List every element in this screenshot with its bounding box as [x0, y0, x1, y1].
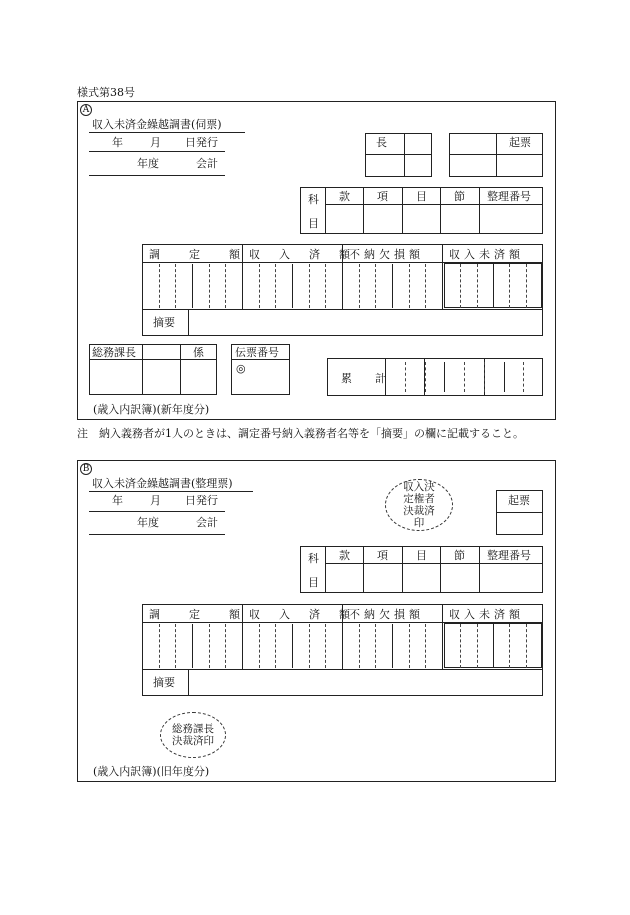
digit-guide-line	[359, 624, 360, 668]
form-number: 様式第38号	[77, 86, 135, 99]
digit-guide-line	[192, 264, 193, 308]
digit-guide-line	[409, 624, 410, 668]
date-month-label-b: 月	[150, 494, 161, 507]
digit-guide-line	[259, 264, 260, 308]
ruikei-label: 累 計	[341, 372, 392, 385]
digit-guide-line	[523, 362, 524, 392]
digit-guide-line	[159, 624, 160, 668]
moku-label-b: 目	[416, 549, 427, 562]
decision-stamp	[385, 479, 453, 531]
digit-guide-line	[225, 624, 226, 668]
setsu-label: 節	[454, 190, 465, 203]
somu-kacho-label: 総務課長	[92, 346, 136, 359]
digit-guide-line	[409, 264, 410, 308]
kan-label-b: 款	[339, 549, 350, 562]
chotei-gaku-label: 調 定 額	[149, 248, 249, 261]
digit-guide-line	[325, 264, 326, 308]
tekiyo-label-b: 摘要	[153, 676, 175, 689]
digit-guide-line	[509, 264, 510, 308]
date-year-label: 年	[112, 136, 123, 149]
digit-guide-line	[425, 264, 426, 308]
digit-guide-line	[392, 264, 393, 308]
digit-guide-line	[460, 264, 461, 308]
drafter-label-b: 起票	[508, 494, 530, 507]
digit-guide-line	[493, 264, 494, 308]
kan-label: 款	[339, 190, 350, 203]
digit-guide-line	[375, 264, 376, 308]
digit-guide-line	[504, 362, 505, 392]
kamoku-label-2-b: 目	[308, 576, 319, 589]
denpyo-mark: ◎	[236, 362, 246, 375]
digit-guide-line	[493, 624, 494, 668]
somu-stamp-text: 総務課長決裁済印	[172, 723, 214, 747]
digit-guide-line	[460, 624, 461, 668]
kou-label: 項	[377, 190, 388, 203]
shunyu-misai-label-b: 収入未済額	[449, 608, 524, 621]
date-month-label: 月	[150, 136, 161, 149]
account-label-b: 会計	[196, 516, 218, 529]
digit-guide-line	[359, 264, 360, 308]
digit-guide-line	[425, 362, 426, 392]
digit-guide-line	[175, 624, 176, 668]
digit-guide-line	[192, 624, 193, 668]
digit-guide-line	[392, 624, 393, 668]
digit-guide-line	[225, 264, 226, 308]
kamoku-label-1-b: 科	[308, 552, 319, 565]
seiri-bango-label-b: 整理番号	[487, 549, 531, 562]
digit-guide-line	[405, 362, 406, 392]
section-b-marker: B	[80, 463, 92, 475]
digit-guide-line	[425, 624, 426, 668]
digit-guide-line	[309, 624, 310, 668]
note-text: 注 納入義務者が1人のときは、調定番号納入義務者名等を「摘要」の欄に記載すること。	[77, 427, 524, 440]
funou-kesson-label: 不納欠損額	[349, 248, 424, 261]
seiri-bango-label: 整理番号	[487, 190, 531, 203]
digit-guide-line	[325, 624, 326, 668]
digit-guide-line	[375, 624, 376, 668]
kou-label-b: 項	[377, 549, 388, 562]
digit-guide-line	[509, 624, 510, 668]
kamoku-label-2: 目	[308, 217, 319, 230]
kamoku-label-1: 科	[308, 193, 319, 206]
digit-guide-line	[209, 624, 210, 668]
digit-guide-line	[159, 264, 160, 308]
account-label: 会計	[196, 157, 218, 170]
somu-stamp	[160, 712, 226, 758]
section-a-title: 収入未済金繰越調書(伺票)	[92, 118, 222, 131]
section-b-footer: (歳入内訳簿)(旧年度分)	[93, 765, 210, 778]
date-underline	[89, 151, 225, 152]
account-underline	[89, 175, 225, 176]
date-issue-label-b: 日発行	[185, 494, 218, 507]
fiscal-year-label-b: 年度	[137, 516, 159, 529]
setsu-label-b: 節	[454, 549, 465, 562]
title-underline	[89, 132, 245, 133]
date-issue-label: 日発行	[185, 136, 218, 149]
fiscal-year-label: 年度	[137, 157, 159, 170]
drafter-label: 起票	[509, 136, 531, 149]
date-year-label-b: 年	[112, 494, 123, 507]
section-a-marker: A	[80, 104, 92, 116]
shunyu-zumi-label: 収 入 済 額	[249, 248, 354, 261]
decision-stamp-text: 収入決定権者決裁済印	[403, 481, 435, 529]
digit-guide-line	[275, 624, 276, 668]
digit-guide-line	[292, 624, 293, 668]
funou-kesson-label-b: 不納欠損額	[349, 608, 424, 621]
kakari-label: 係	[193, 346, 204, 359]
digit-guide-line	[209, 264, 210, 308]
section-b-title: 収入未済金繰越調書(整理票)	[92, 477, 233, 490]
tekiyo-label: 摘要	[153, 316, 175, 329]
chotei-gaku-label-b: 調 定 額	[149, 608, 249, 621]
digit-guide-line	[292, 264, 293, 308]
digit-guide-line	[464, 362, 465, 392]
digit-guide-line	[477, 264, 478, 308]
digit-guide-line	[175, 264, 176, 308]
digit-guide-line	[309, 264, 310, 308]
digit-guide-line	[526, 264, 527, 308]
moku-label: 目	[416, 190, 427, 203]
digit-guide-line	[526, 624, 527, 668]
shunyu-misai-label: 収入未済額	[449, 248, 524, 261]
digit-guide-line	[477, 624, 478, 668]
digit-guide-line	[259, 624, 260, 668]
digit-guide-line	[484, 362, 485, 392]
digit-guide-line	[275, 264, 276, 308]
chief-label: 長	[376, 136, 387, 149]
section-a-footer: (歳入内訳簿)(新年度分)	[93, 403, 210, 416]
shunyu-zumi-label-b: 収 入 済 額	[249, 608, 354, 621]
denpyo-bango-label: 伝票番号	[235, 346, 279, 359]
digit-guide-line	[444, 362, 445, 392]
